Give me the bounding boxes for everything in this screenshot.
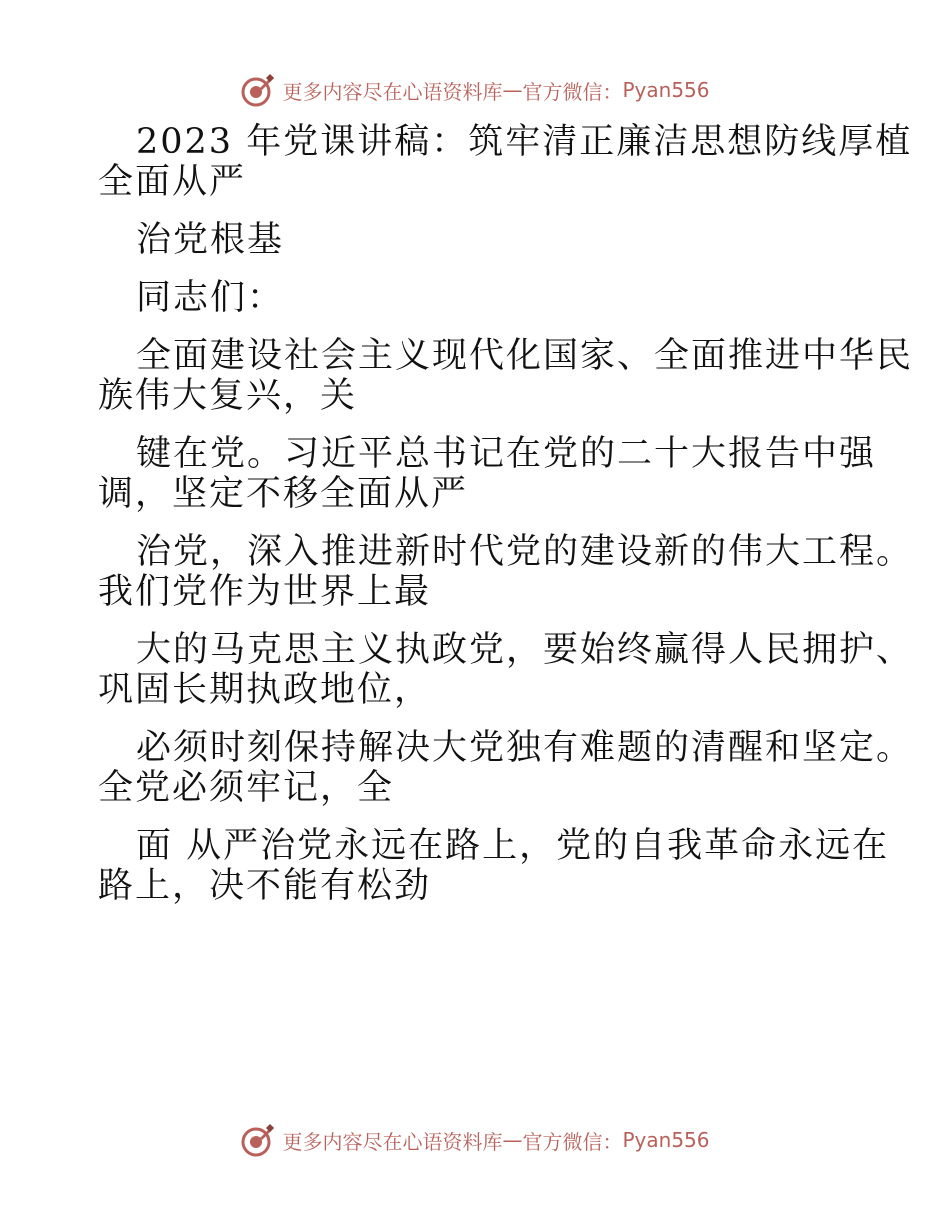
paragraph-line: 全党必须牢记，全 — [98, 768, 395, 808]
paragraph-line: 巩固长期执政地位， — [98, 670, 432, 710]
watermark-wechat-label: 官方微信： — [522, 79, 623, 104]
paragraph-line: 面 从严治党永远在路上，党的自我革命永远在 — [136, 826, 890, 866]
watermark-separator: — — [502, 1128, 523, 1152]
paragraph-line: 键在党。习近平总书记在党的二十大报告中强 — [136, 434, 877, 474]
salutation: 同志们： — [136, 278, 285, 318]
paragraph-line: 调，坚定不移全面从严 — [98, 474, 469, 514]
document-body — [98, 122, 914, 906]
footer-watermark — [0, 1120, 950, 1160]
watermark-wechat-id: Pyan556 — [622, 78, 710, 102]
title-line-3: 治党根基 — [136, 220, 285, 260]
paragraph-line: 大的马克思主义执政党，要始终赢得人民拥护、 — [136, 630, 914, 670]
watermark-main-text: 更多内容尽在心语资料库 — [282, 79, 503, 104]
watermark-separator: — — [502, 78, 523, 102]
pen-logo-icon — [240, 72, 276, 108]
paragraph-line: 治党，深入推进新时代党的建设新的伟大工程。 — [136, 532, 914, 572]
pen-logo-icon — [240, 1122, 276, 1158]
header-watermark — [0, 70, 950, 110]
title-line-1: 2023 年党课讲稿：筑牢清正廉洁思想防线厚植 — [136, 122, 913, 162]
watermark-wechat-id: Pyan556 — [622, 1128, 710, 1152]
paragraph-line: 族伟大复兴，关 — [98, 376, 358, 416]
paragraph-line: 路上，决不能有松劲 — [98, 866, 432, 906]
watermark-wechat-label: 官方微信： — [522, 1129, 623, 1154]
paragraph-line: 我们党作为世界上最 — [98, 572, 432, 612]
paragraph-line: 全面建设社会主义现代化国家、全面推进中华民 — [136, 336, 914, 376]
watermark-main-text: 更多内容尽在心语资料库 — [282, 1129, 503, 1154]
paragraph-line: 必须时刻保持解决大党独有难题的清醒和坚定。 — [136, 728, 914, 768]
title-line-2: 全面从严 — [98, 162, 247, 202]
